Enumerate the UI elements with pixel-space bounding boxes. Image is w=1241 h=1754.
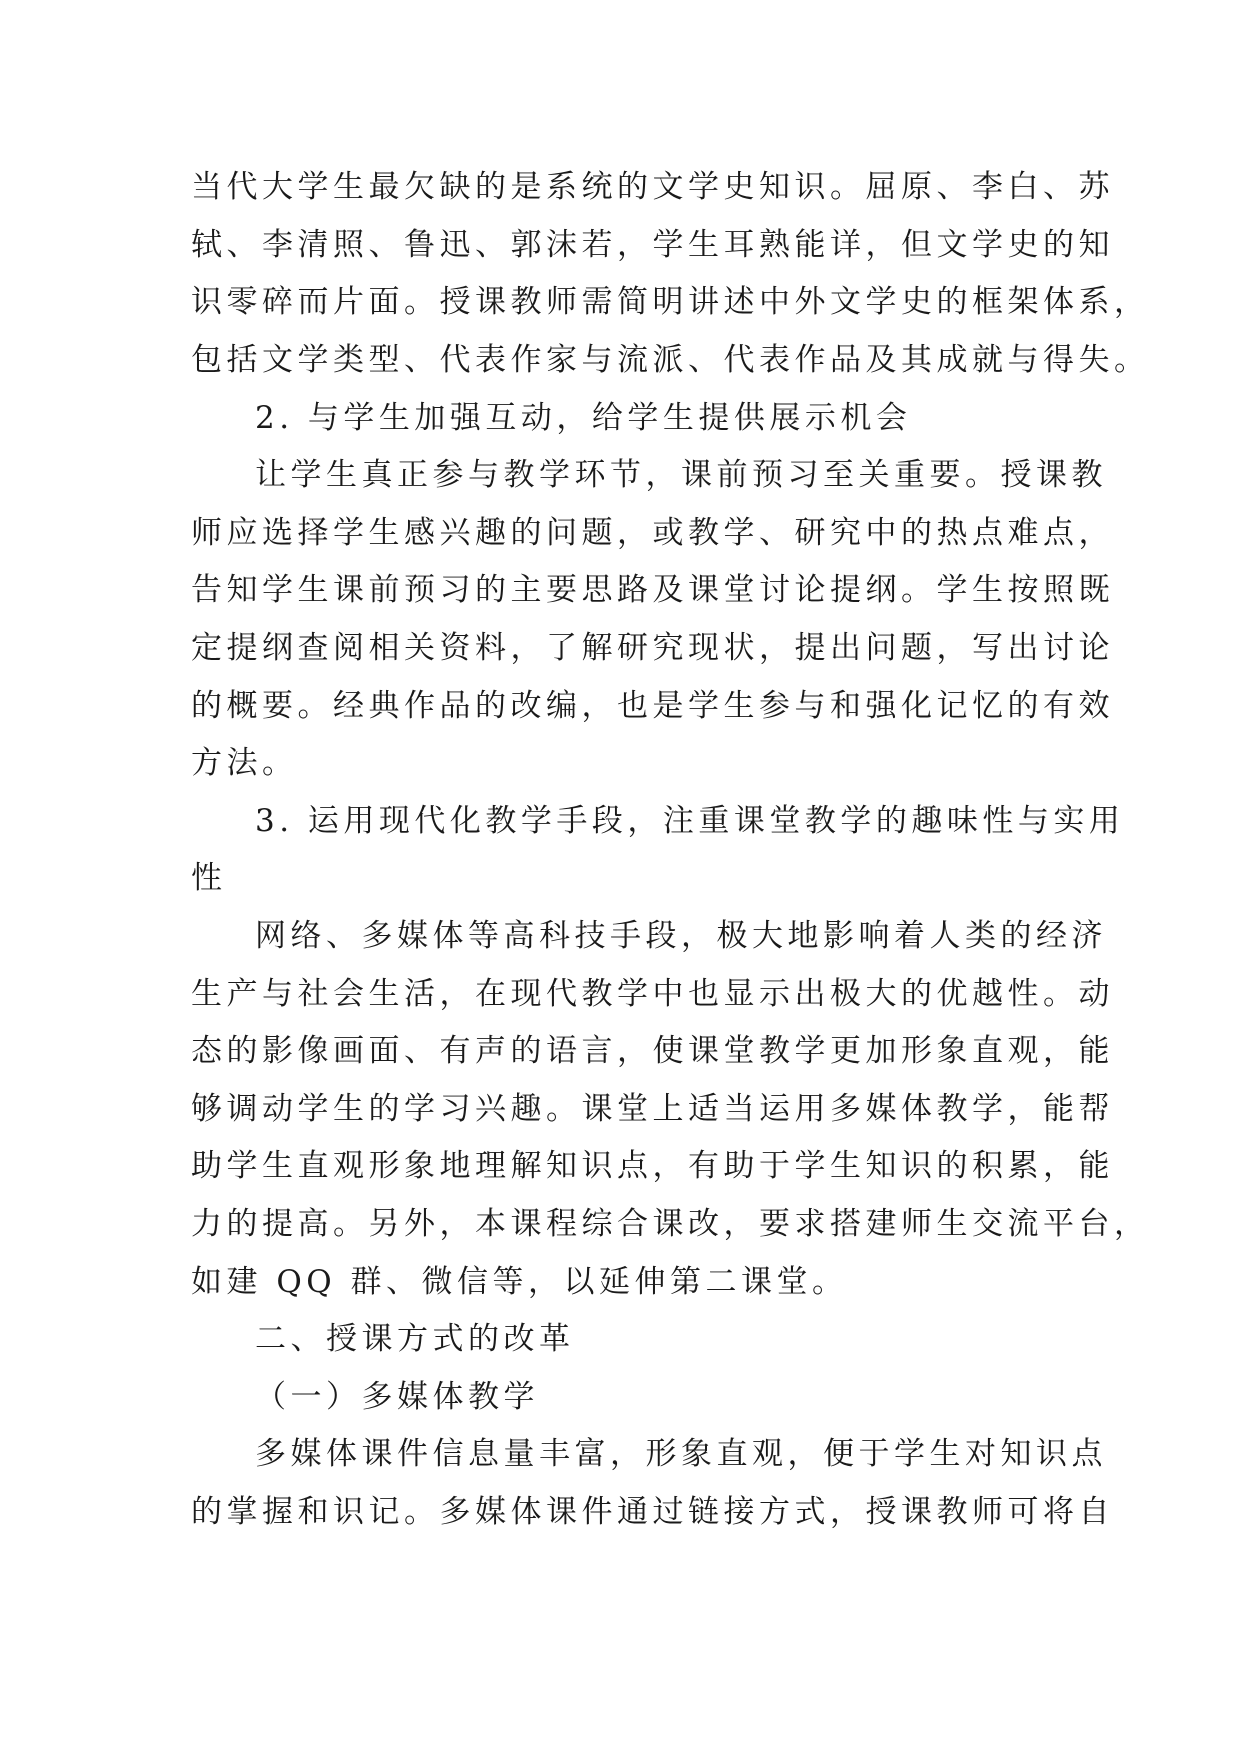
text-line: 的掌握和识记。多媒体课件通过链接方式，授课教师可将自 <box>191 1494 1114 1530</box>
subsection-heading: （一）多媒体教学 <box>255 1379 539 1415</box>
text-line: 师应选择学生感兴趣的问题，或教学、研究中的热点难点， <box>191 515 1114 551</box>
text-line: 性 <box>191 860 227 896</box>
text-line: 力的提高。另外，本课程综合课改，要求搭建师生交流平台， <box>191 1206 1150 1242</box>
section-heading: 3. 运用现代化教学手段，注重课堂教学的趣味性与实用 <box>255 803 1125 839</box>
text-line: 包括文学类型、代表作家与流派、代表作品及其成就与得失。 <box>191 342 1150 378</box>
text-line: 让学生真正参与教学环节，课前预习至关重要。授课教 <box>255 457 1107 493</box>
text-line: 轼、李清照、鲁迅、郭沫若，学生耳熟能详，但文学史的知 <box>191 227 1114 263</box>
text-line: 告知学生课前预习的主要思路及课堂讨论提纲。学生按照既 <box>191 572 1114 608</box>
text-line: 够调动学生的学习兴趣。课堂上适当运用多媒体教学，能帮 <box>191 1091 1114 1127</box>
section-heading: 2. 与学生加强互动，给学生提供展示机会 <box>255 400 912 436</box>
text-line: 方法。 <box>191 745 298 781</box>
text-line: 助学生直观形象地理解知识点，有助于学生知识的积累，能 <box>191 1148 1114 1184</box>
text-line: 如建 QQ 群、微信等，以延伸第二课堂。 <box>191 1264 848 1300</box>
text-line: 态的影像画面、有声的语言，使课堂教学更加形象直观，能 <box>191 1033 1114 1069</box>
text-line: 定提纲查阅相关资料，了解研究现状，提出问题，写出讨论 <box>191 630 1114 666</box>
text-line: 多媒体课件信息量丰富，形象直观，便于学生对知识点 <box>255 1436 1107 1472</box>
text-line: 的概要。经典作品的改编，也是学生参与和强化记忆的有效 <box>191 688 1114 724</box>
text-line: 识零碎而片面。授课教师需简明讲述中外文学史的框架体系， <box>191 284 1150 320</box>
section-heading: 二、授课方式的改革 <box>255 1321 575 1357</box>
text-line: 当代大学生最欠缺的是系统的文学史知识。屈原、李白、苏 <box>191 169 1114 205</box>
text-line: 网络、多媒体等高科技手段，极大地影响着人类的经济 <box>255 918 1107 954</box>
text-line: 生产与社会生活，在现代教学中也显示出极大的优越性。动 <box>191 976 1114 1012</box>
